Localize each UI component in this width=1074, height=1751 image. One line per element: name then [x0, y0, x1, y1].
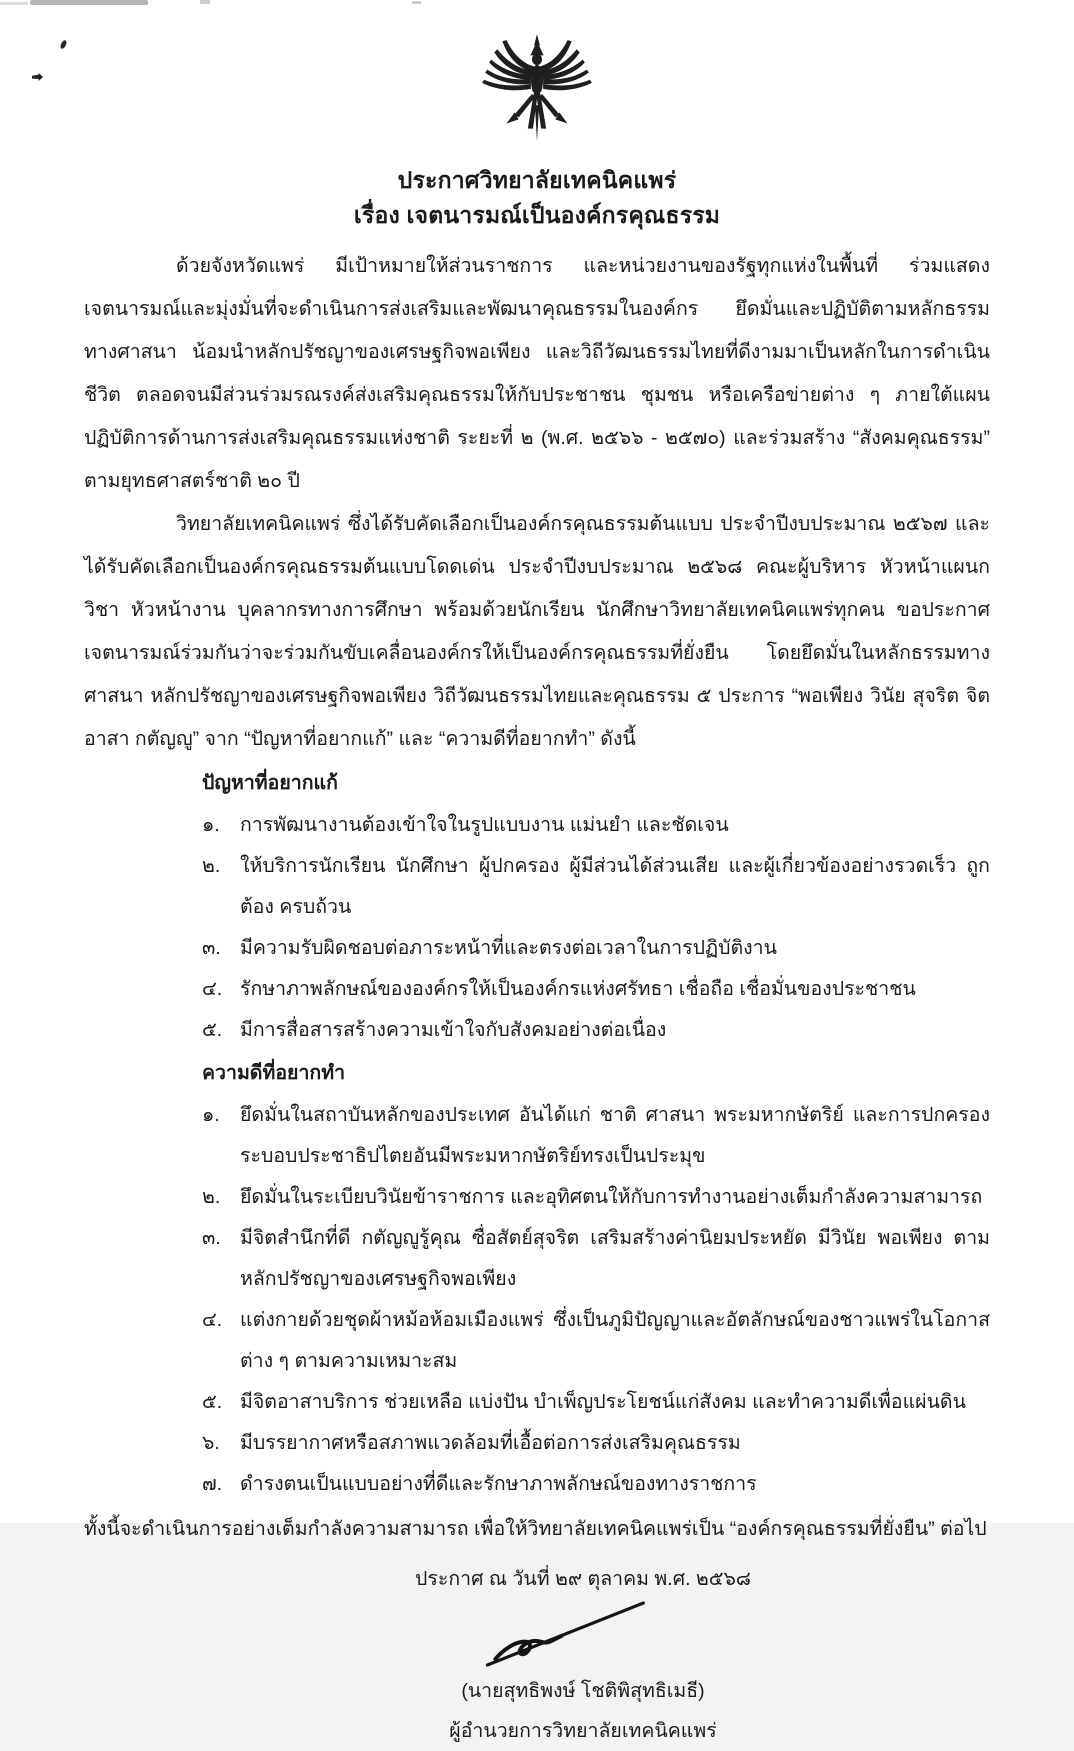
list-item	[202, 928, 990, 969]
signer-name: (นายสุทธิพงษ์ โชติพิสุทธิเมธี)	[461, 1680, 705, 1702]
item-text: มีจิตอาสาบริการ ช่วยเหลือ แบ่งปัน บำเพ็ญประโยชน์แก่สังคม และทำความดีเพื่อแผ่นดิน	[240, 1391, 966, 1413]
good-deeds-list	[84, 1095, 990, 1505]
closing-statement: ทั้งนี้จะดำเนินการอย่างเต็มกำลังความสามารถ เพื่อให้วิทยาลัยเทคนิคแพร่เป็น “องค์กรคุณธรรมที่ยั่งยืน” ต่อไป	[84, 1518, 987, 1540]
announcement-title: ประกาศวิทยาลัยเทคนิคแพร่	[397, 167, 677, 193]
garuda-emblem-icon	[476, 34, 598, 152]
problems-list	[84, 805, 990, 1051]
paragraph-1: ด้วยจังหวัดแพร่ มีเป้าหมายให้ส่วนราชการ และหน่วยงานของรัฐทุกแห่งในพื้นที่ ร่วมแสดงเจตนารมณ์และมุ่งมั่นที่จะดำเนินการส่งเสริมและพัฒนาคุณธรรมในองค์กร ยึดมั่นและปฏิบัติตามหลักธรรมทางศาสนา น้อมนำหลักปรัชญาของเศรษฐกิจพอเพียง และวิถีวัฒนธรรมไทยที่ดีงามมาเป็นหลักในการดำเนินชีวิต ตลอดจนมีส่วนร่วมรณรงค์ส่งเสริมคุณธรรมให้กับประชาชน ชุมชน หรือเครือข่ายต่าง ๆ ภายใต้แผนปฏิบัติการด้านการส่งเสริมคุณธรรมแห่งชาติ ระยะที่ ๒ (พ.ศ. ๒๕๖๖ - ๒๕๗๐) และร่วมสร้าง “สังคมคุณธรรม” ตามยุทธศาสตร์ชาติ ๒๐ ปี	[84, 255, 990, 492]
document-body	[84, 245, 990, 1751]
item-number: ๒.	[202, 1186, 221, 1208]
signer-position: ผู้อำนวยการวิทยาลัยเทคนิคแพร่	[449, 1720, 717, 1742]
item-text: มีจิตสำนึกที่ดี กตัญญูรู้คุณ ซื่อสัตย์สุจริต เสริมสร้างค่านิยมประหยัด มีวินัย พอเพียง ตามหลักปรัชญาของเศรษฐกิจพอเพียง	[240, 1227, 990, 1290]
scan-artifact	[200, 0, 210, 4]
list-item	[202, 1423, 990, 1464]
list-item	[202, 1010, 990, 1051]
item-text: ดำรงตนเป็นแบบอย่างที่ดีและรักษาภาพลักษณ์ของทางราชการ	[240, 1473, 757, 1495]
list-item	[202, 805, 990, 846]
item-number: ๕.	[202, 1391, 223, 1413]
item-number: ๔.	[202, 978, 223, 1000]
item-number: ๒.	[202, 855, 221, 877]
item-number: ๑.	[202, 814, 220, 836]
item-number: ๓.	[202, 1227, 221, 1249]
item-text: ยึดมั่นในระเบียบวินัยข้าราชการ และอุทิศตนให้กับการทำงานอย่างเต็มกำลังความสามารถ	[240, 1186, 983, 1208]
item-number: ๕.	[202, 1019, 223, 1041]
paragraph-2: วิทยาลัยเทคนิคแพร่ ซึ่งได้รับคัดเลือกเป็นองค์กรคุณธรรมต้นแบบ ประจำปีงบประมาณ ๒๕๖๗ และได้รับคัดเลือกเป็นองค์กรคุณธรรมต้นแบบโดดเด่น ประจำปีงบประมาณ ๒๕๖๘ คณะผู้บริหาร หัวหน้าแผนกวิชา หัวหน้างาน บุคลากรทางการศึกษา พร้อมด้วยนักเรียน นักศึกษาวิทยาลัยเทคนิคแพร่ทุกคน ขอประกาศเจตนารมณ์ร่วมกันว่าจะร่วมกันขับเคลื่อนองค์กรให้เป็นองค์กรคุณธรรมที่ยั่งยืน โดยยึดมั่นในหลักธรรมทางศาสนา หลักปรัชญาของเศรษฐกิจพอเพียง วิถีวัฒนธรรมไทยและคุณธรรม ๕ ประการ “พอเพียง วินัย สุจริต จิตอาสา กตัญญู” จาก “ปัญหาที่อยากแก้” และ “ความดีที่อยากทำ” ดังนี้	[84, 513, 990, 750]
item-text: มีความรับผิดชอบต่อภาระหน้าที่และตรงต่อเวลาในการปฏิบัติงาน	[240, 937, 777, 959]
list-item	[202, 1382, 990, 1423]
item-number: ๑.	[202, 1104, 220, 1126]
list-item	[202, 846, 990, 928]
item-text: แต่งกายด้วยชุดผ้าหม้อห้อมเมืองแพร่ ซึ่งเป็นภูมิปัญญาและอัตลักษณ์ของชาวแพร่ในโอกาสต่าง ๆ ตามความเหมาะสม	[240, 1309, 990, 1372]
emblem-container	[0, 0, 1074, 157]
list-item	[202, 969, 990, 1010]
list-item	[202, 1177, 990, 1218]
item-text: ให้บริการนักเรียน นักศึกษา ผู้ปกครอง ผู้มีส่วนได้ส่วนเสีย และผู้เกี่ยวข้องอย่างรวดเร็ว ถูกต้อง ครบถ้วน	[240, 855, 990, 918]
item-number: ๓.	[202, 937, 221, 959]
section-heading-problems: ปัญหาที่อยากแก้	[202, 772, 338, 794]
item-number: ๖.	[202, 1432, 220, 1454]
list-item	[202, 1300, 990, 1382]
signature-container	[176, 1599, 990, 1671]
item-text: มีบรรยากาศหรือสภาพแวดล้อมที่เอื้อต่อการส่งเสริมคุณธรรม	[240, 1432, 741, 1454]
issued-date-line: ประกาศ ณ วันที่ ๒๙ ตุลาคม พ.ศ. ๒๕๖๘	[415, 1568, 751, 1590]
scan-artifact	[0, 2, 28, 5]
item-text: มีการสื่อสารสร้างความเข้าใจกับสังคมอย่างต่อเนื่อง	[240, 1019, 667, 1041]
list-item	[202, 1464, 990, 1505]
scan-artifact	[412, 1, 421, 4]
list-item	[202, 1218, 990, 1300]
item-number: ๔.	[202, 1309, 223, 1331]
item-text: การพัฒนางานต้องเข้าใจในรูปแบบงาน แม่นยำ และชัดเจน	[240, 814, 729, 836]
signature-block	[84, 1559, 990, 1751]
list-item	[202, 1095, 990, 1177]
item-number: ๗.	[202, 1473, 223, 1495]
signature-scrawl-icon	[465, 1599, 675, 1671]
announcement-subject: เรื่อง เจตนารมณ์เป็นองค์กรคุณธรรม	[353, 202, 721, 228]
section-heading-good-deeds: ความดีที่อยากทำ	[202, 1062, 346, 1084]
title-block	[0, 163, 1074, 233]
item-text: ยึดมั่นในสถาบันหลักของประเทศ อันได้แก่ ชาติ ศาสนา พระมหากษัตริย์ และการปกครองระบอบประชาธิปไตยอันมีพระมหากษัตริย์ทรงเป็นประมุข	[240, 1104, 990, 1167]
scan-artifact	[30, 0, 148, 5]
item-text: รักษาภาพลักษณ์ขององค์กรให้เป็นองค์กรแห่งศรัทธา เชื่อถือ เชื่อมั่นของประชาชน	[240, 978, 916, 1000]
